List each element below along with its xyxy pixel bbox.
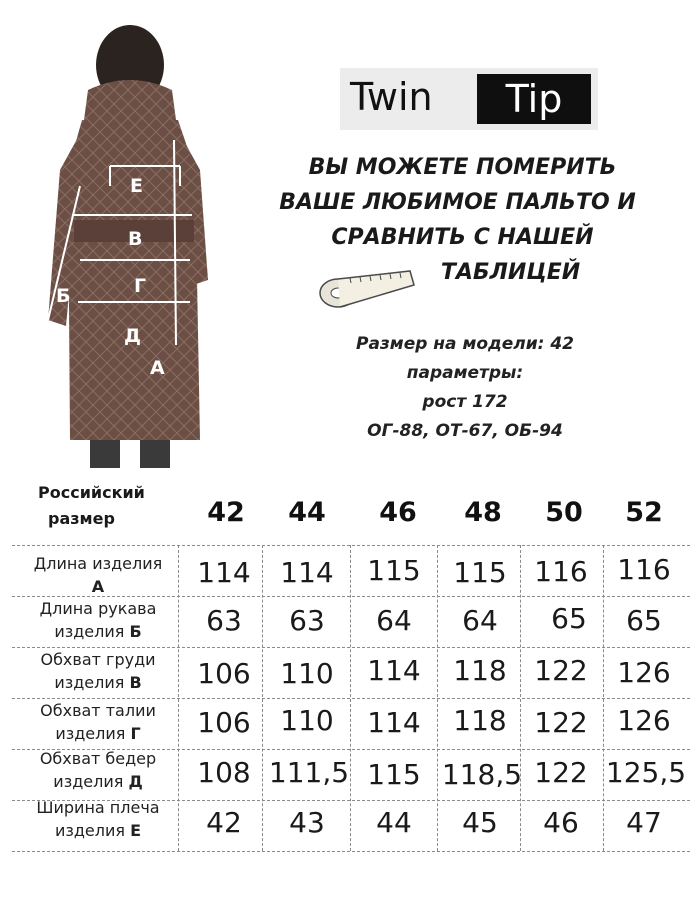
size-column-header: 44 (288, 497, 326, 528)
size-column-header: 52 (625, 497, 663, 528)
size-column-header: 46 (379, 497, 417, 528)
table-cell: 125,5 (605, 756, 687, 789)
table-cell: 122 (534, 756, 588, 789)
table-cell: 65 (551, 602, 587, 635)
table-cell: 115 (453, 556, 507, 589)
coat-illustration (30, 20, 215, 468)
table-cell: 118 (453, 654, 507, 687)
row-label-text: Длина изделия (33, 554, 163, 573)
diagram-letter-d: Д (124, 325, 141, 347)
size-header-label (38, 480, 145, 532)
row-label-shoulder (18, 796, 178, 842)
table-cell: 111,5 (268, 756, 350, 789)
table-cell: 43 (289, 806, 325, 839)
table-cell: 42 (206, 806, 242, 839)
table-grid-line (12, 545, 690, 546)
table-cell: 108 (197, 756, 251, 789)
table-cell: 114 (367, 706, 421, 739)
diagram-letter-g: Г (134, 275, 147, 297)
headline-line: ВЫ МОЖЕТЕ ПОМЕРИТЬ (308, 155, 617, 180)
model-height: рост 172 (422, 392, 508, 412)
coat-svg (30, 20, 215, 468)
table-cell: 115 (367, 554, 421, 587)
table-cell: 64 (376, 604, 412, 637)
row-label-letter: Д (128, 772, 143, 791)
row-label-length (18, 552, 178, 598)
table-cell: 115 (367, 758, 421, 791)
row-label-letter: А (91, 577, 105, 596)
diagram-letter-v: В (128, 228, 143, 250)
table-cell: 63 (206, 604, 242, 637)
table-cell: 65 (626, 604, 662, 637)
table-cell: 118,5 (441, 758, 523, 791)
table-cell: 126 (617, 656, 671, 689)
table-cell: 47 (626, 806, 662, 839)
row-label-letter: Г (130, 724, 141, 743)
size-column-header: 48 (464, 497, 502, 528)
size-column-header: 50 (545, 497, 583, 528)
row-label-text: Обхват талии (40, 701, 156, 720)
row-label-text: Обхват груди (40, 650, 156, 669)
size-column-header: 42 (207, 497, 245, 528)
row-label-text2: изделия (53, 772, 129, 791)
table-cell: 106 (197, 706, 251, 739)
table-cell: 63 (289, 604, 325, 637)
model-info (325, 330, 605, 446)
brand-logo-right: Tip (477, 74, 591, 124)
row-label-text: Ширина плеча (36, 798, 160, 817)
model-measurements: ОГ-88, ОТ-67, ОБ-94 (367, 421, 563, 441)
headline-line: ВАШЕ ЛЮБИМОЕ ПАЛЬТО И (279, 190, 636, 215)
row-label-text2: изделия (54, 673, 130, 692)
table-cell: 110 (280, 657, 334, 690)
table-grid-line (12, 851, 690, 852)
row-label-text: Обхват бедер (39, 749, 157, 768)
model-params-label: параметры: (406, 363, 524, 383)
row-label-chest (18, 648, 178, 694)
model-leg-right (140, 440, 170, 468)
model-size: Размер на модели: 42 (355, 334, 575, 354)
headline-line: СРАВНИТЬ С НАШЕЙ (331, 225, 594, 250)
brand-logo (340, 68, 598, 130)
table-cell: 106 (197, 657, 251, 690)
row-label-text2: изделия (55, 724, 131, 743)
table-cell: 116 (617, 553, 671, 586)
row-label-letter: Е (130, 821, 142, 840)
table-cell: 44 (376, 806, 412, 839)
diagram-letter-b: Б (56, 285, 71, 307)
table-cell: 45 (462, 806, 498, 839)
table-grid-vline (178, 545, 179, 851)
table-cell: 64 (462, 604, 498, 637)
table-cell: 122 (534, 706, 588, 739)
brand-logo-left: Twin (350, 75, 433, 119)
row-label-text: Длина рукава (39, 599, 157, 618)
row-label-letter: Б (129, 622, 142, 641)
table-cell: 126 (617, 704, 671, 737)
row-label-letter: В (129, 673, 142, 692)
table-cell: 122 (534, 654, 588, 687)
row-label-sleeve (18, 597, 178, 643)
model-leg-left (90, 440, 120, 468)
row-label-text2: изделия (54, 821, 131, 840)
size-header-line1: Российский (38, 483, 145, 502)
diagram-letter-e: Е (130, 175, 143, 197)
table-cell: 114 (197, 556, 251, 589)
table-cell: 118 (453, 704, 507, 737)
size-header-line2: размер (48, 509, 115, 528)
table-cell: 116 (534, 555, 588, 588)
row-label-waist (18, 699, 178, 745)
table-cell: 114 (367, 654, 421, 687)
table-cell: 110 (280, 704, 334, 737)
tape-measure-icon (310, 263, 420, 313)
headline-line: ТАБЛИЦЕЙ (440, 260, 581, 285)
diagram-letter-a: А (150, 357, 165, 379)
row-label-hips (18, 747, 178, 793)
table-cell: 114 (280, 556, 334, 589)
row-label-text2: изделия (54, 622, 130, 641)
table-cell: 46 (543, 806, 579, 839)
